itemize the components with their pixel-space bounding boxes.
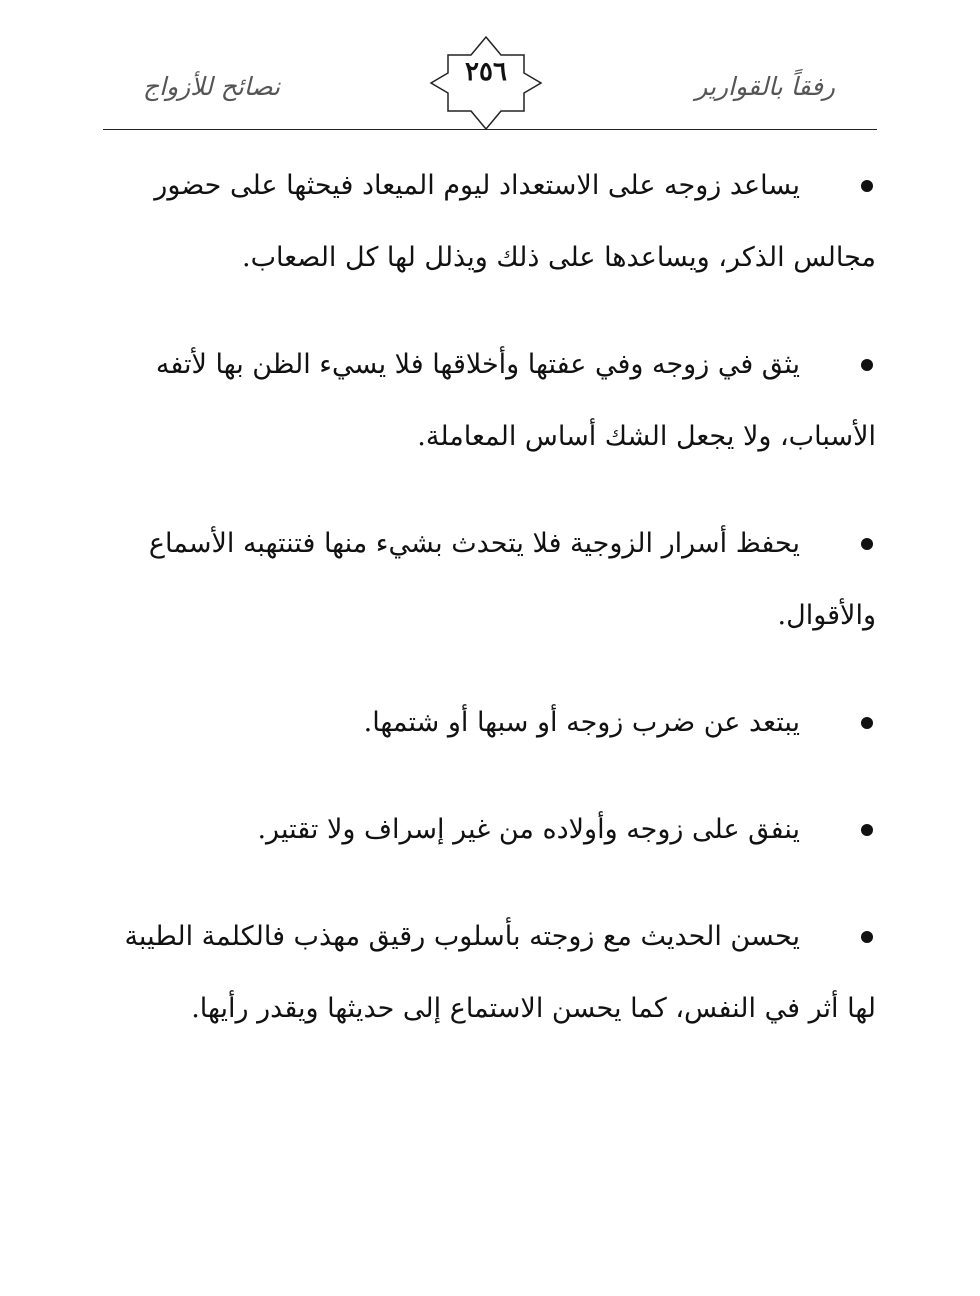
running-title-chapter: نصائح للأزواج (143, 72, 281, 101)
running-title-book: رفقاً بالقوارير (695, 72, 835, 101)
item-text-line2: والأقوال. (777, 600, 876, 631)
page-number-badge (429, 35, 543, 131)
list-item (120, 329, 876, 473)
bullet-icon (861, 931, 873, 943)
item-text-line1: يساعد زوجه على الاستعداد ليوم الميعاد فيحثها على حضور (154, 170, 800, 201)
item-text-line1: يثق في زوجه وفي عفتها وأخلاقها فلا يسيء الظن بها لأتفه (155, 349, 800, 380)
page-number: ٢٥٦ (465, 57, 507, 87)
page-header (103, 30, 877, 132)
item-text-line2: لها أثر في النفس، كما يحسن الاستماع إلى حديثها ويقدر رأيها. (191, 993, 876, 1024)
bullet-icon (861, 180, 873, 192)
bullet-icon (861, 824, 873, 836)
item-text-line2: مجالس الذكر، ويساعدها على ذلك ويذلل لها كل الصعاب. (242, 242, 876, 273)
item-text-line1: يبتعد عن ضرب زوجه أو سبها أو شتمها. (363, 707, 800, 738)
item-text-line1: يحفظ أسرار الزوجية فلا يتحدث بشيء منها فتنتهبه الأسماع (148, 528, 800, 559)
item-text-line1: ينفق على زوجه وأولاده من غير إسراف ولا تقتير. (257, 814, 800, 845)
list-item (120, 150, 876, 294)
list-item (120, 687, 876, 759)
item-text-line1: يحسن الحديث مع زوجته بأسلوب رقيق مهذب فالكلمة الطيبة (124, 921, 800, 952)
advice-list (120, 150, 876, 1080)
bullet-icon (861, 359, 873, 371)
bullet-icon (861, 538, 873, 550)
bullet-icon (861, 717, 873, 729)
header-divider (103, 129, 877, 130)
item-text-line2: الأسباب، ولا يجعل الشك أساس المعاملة. (417, 421, 876, 452)
list-item (120, 901, 876, 1045)
list-item (120, 508, 876, 652)
list-item (120, 794, 876, 866)
